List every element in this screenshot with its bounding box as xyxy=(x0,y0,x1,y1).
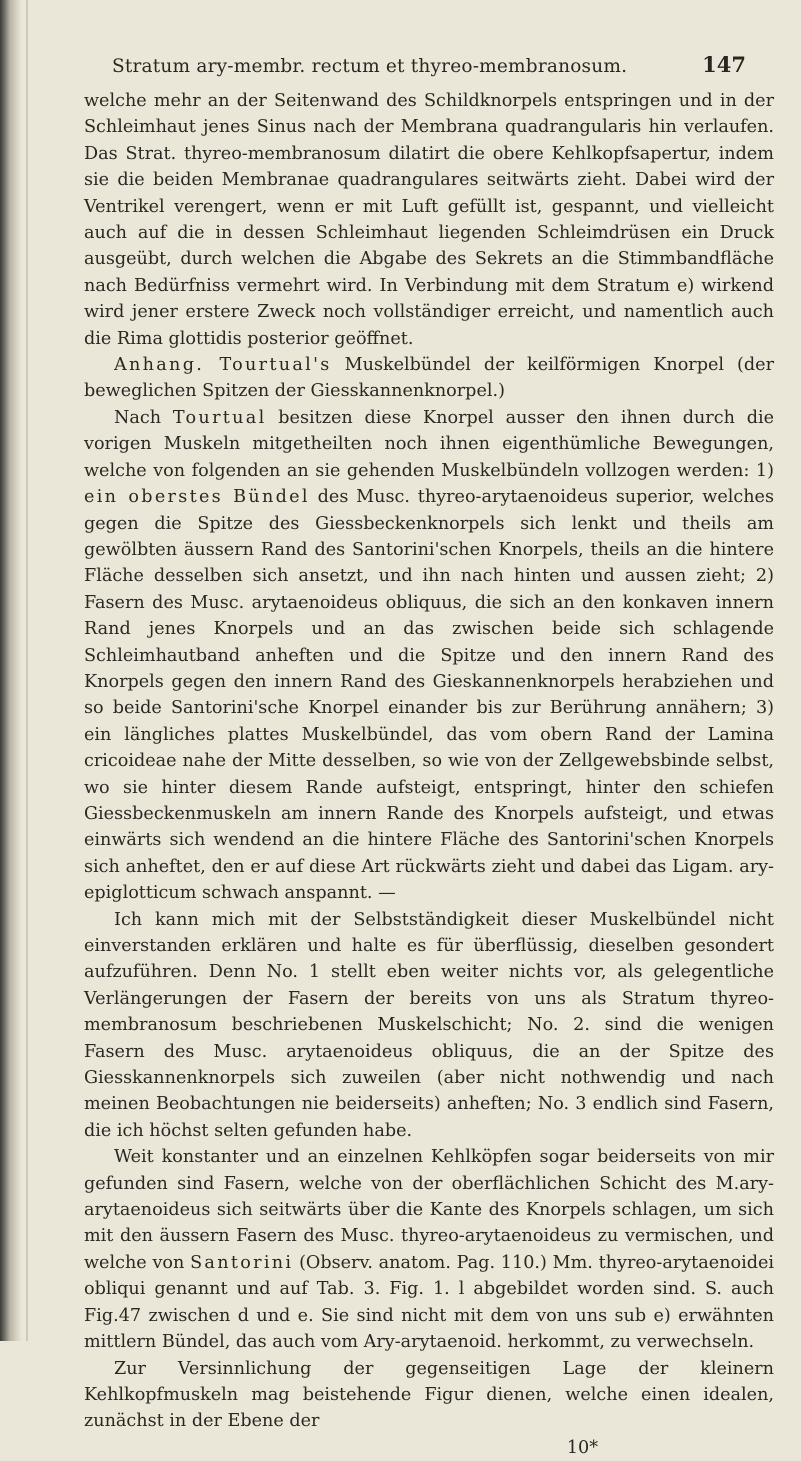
paragraph-5-text-b: (Observ. anatom. Pag. 110.) Mm. thyreo-arytaenoidei obliqui genannt und auf Tab. 3. Fig. 1. l abgebildet worden sind. S. auch Fig.47 zwischen d und e. Sie sind nicht mit dem von uns sub e) erwähnten mittlern Bündel, das auch vom Ary-arytaenoid. herkommt, zu verwechseln. xyxy=(84,1252,775,1353)
paragraph-6: Zur Versinnlichung der gegenseitigen Lage der kleinern Kehlkopfmuskeln mag beistehende Figur dienen, welche einen idealen, zunächst in der Ebene der xyxy=(84,1358,774,1432)
body-text xyxy=(84,88,774,1435)
term-oberstes-buendel: ein oberstes Bündel xyxy=(84,487,310,508)
running-title: Stratum ary-membr. rectum et thyreo-membranosum. xyxy=(112,56,628,77)
paragraph-4: Ich kann mich mit der Selbstständigkeit dieser Muskelbündel nicht einverstanden erklären und halte es für überflüssig, dieselben gesondert aufzuführen. Denn No. 1 stellt eben weiter nichts vor, als gelegentliche Verlängerungen der Fasern der bereits von uns als Stratum thyreo-membranosum beschriebenen Muskelschicht; No. 2. sind die wenigen Fasern des Musc. arytaenoideus obliquus, die an der Spitze des Giesskannenknorpels sich zuweilen (aber nicht nothwendig und nach meinen Beobachtungen nie beiderseits) anheften; No. 3 endlich sind Fasern, die ich höchst selten gefunden habe. xyxy=(84,909,774,1141)
appendix-heading-text: Muskelbündel der keilförmigen Knorpel (der beweglichen Spitzen der Giesskannenknorpel.) xyxy=(84,355,774,402)
running-head xyxy=(84,52,774,86)
paragraph-3-text-a: Nach xyxy=(114,407,173,428)
appendix-label: Anhang. Tourtual's xyxy=(114,355,332,376)
paragraph-1: welche mehr an der Seitenwand des Schildknorpels entspringen und in der Schleimhaut jenes Sinus nach der Membrana quadrangularis hin verlaufen. Das Strat. thyreo-membranosum dilatirt die obere Kehlkopfsapertur, indem sie die beiden Membranae quadrangulares seitwärts zieht. Dabei wird der Ventrikel verengert, wenn er mit Luft gefüllt ist, gespannt, und vielleicht auch auf die in dessen Schleimhaut liegenden Schleimdrüsen ein Druck ausgeübt, durch welchen die Abgabe des Sekrets an die Stimmbandfläche nach Bedürfniss vermehrt wird. In Verbindung mit dem Stratum e) wirkend wird jener erstere Zweck noch vollständiger erreicht, und namentlich auch die Rima glottidis posterior geöffnet. xyxy=(84,91,774,349)
paragraph-2-appendix-heading xyxy=(84,352,774,405)
book-binding-edge xyxy=(0,0,22,1341)
binding-shadow xyxy=(26,0,28,1341)
paragraph-5-text-a: Weit konstanter und an einzelnen Kehlköpfen sogar beiderseits von mir gefunden sind Fasern, welche von der oberflächlichen Schicht des M.ary-arytaenoideus sich seitwärts über die Kante des Knorpels schlagen, um sich mit den äussern Fasern des Musc. thyreo-arytaenoideus zu vermischen, und welche von xyxy=(84,1147,774,1273)
author-santorini: Santorini xyxy=(190,1252,294,1273)
paragraph-3-text-c: des Musc. thyreo-arytaenoideus superior, welches gegen die Spitze des Giessbeckenknorpels sich lenkt und theils am gewölbten äussern Rand des Santorini'schen Knorpels, theils an die hintere Fläche desselben sich ansetzt, und ihn nach hinten und aussen zieht; 2) Fasern des Musc. arytaenoideus obliquus, die sich an den konkaven innern Rand jenes Knorpels und an das zwischen beide sich schlagende Schleimhautband anheften und die Spitze und den innern Rand des Knorpels gegen den innern Rand des Gieskannenknorpels herabziehen und so beide Santorini'sche Knorpel einander bis zur Berührung annähern; 3) ein längliches plattes Muskelbündel, das vom obern Rand der Lamina cricoideae nahe der Mitte desselben, so wie von der Zellgewebsbinde selbst, wo sie hinter diesem Rande aufsteigt, entspringt, hinter den schiefen Giessbeckenmuskeln am innern Rande des Knorpels aufsteigt, und etwas einwärts sich wendend an die hintere Fläche des Santorini'schen Knorpels sich anheftet, den er auf diese Art rückwärts zieht und dabei das Ligam. ary-epiglotticum schwach anspannt. — xyxy=(84,487,774,904)
page-number: 147 xyxy=(702,52,746,77)
paragraph-3-text-b: besitzen diese Knorpel ausser den ihnen durch die vorigen Muskeln mitgetheilten noch ihnen eigenthümliche Bewegungen, welche von folgenden an sie gehenden Muskelbündeln vollzogen werden: 1) xyxy=(84,407,774,481)
book-page xyxy=(84,52,774,1461)
author-tourtual: Tourtual xyxy=(172,407,267,428)
paragraph-5 xyxy=(84,1144,774,1355)
signature-mark: 10* xyxy=(566,1437,598,1458)
paragraph-3 xyxy=(84,405,774,907)
